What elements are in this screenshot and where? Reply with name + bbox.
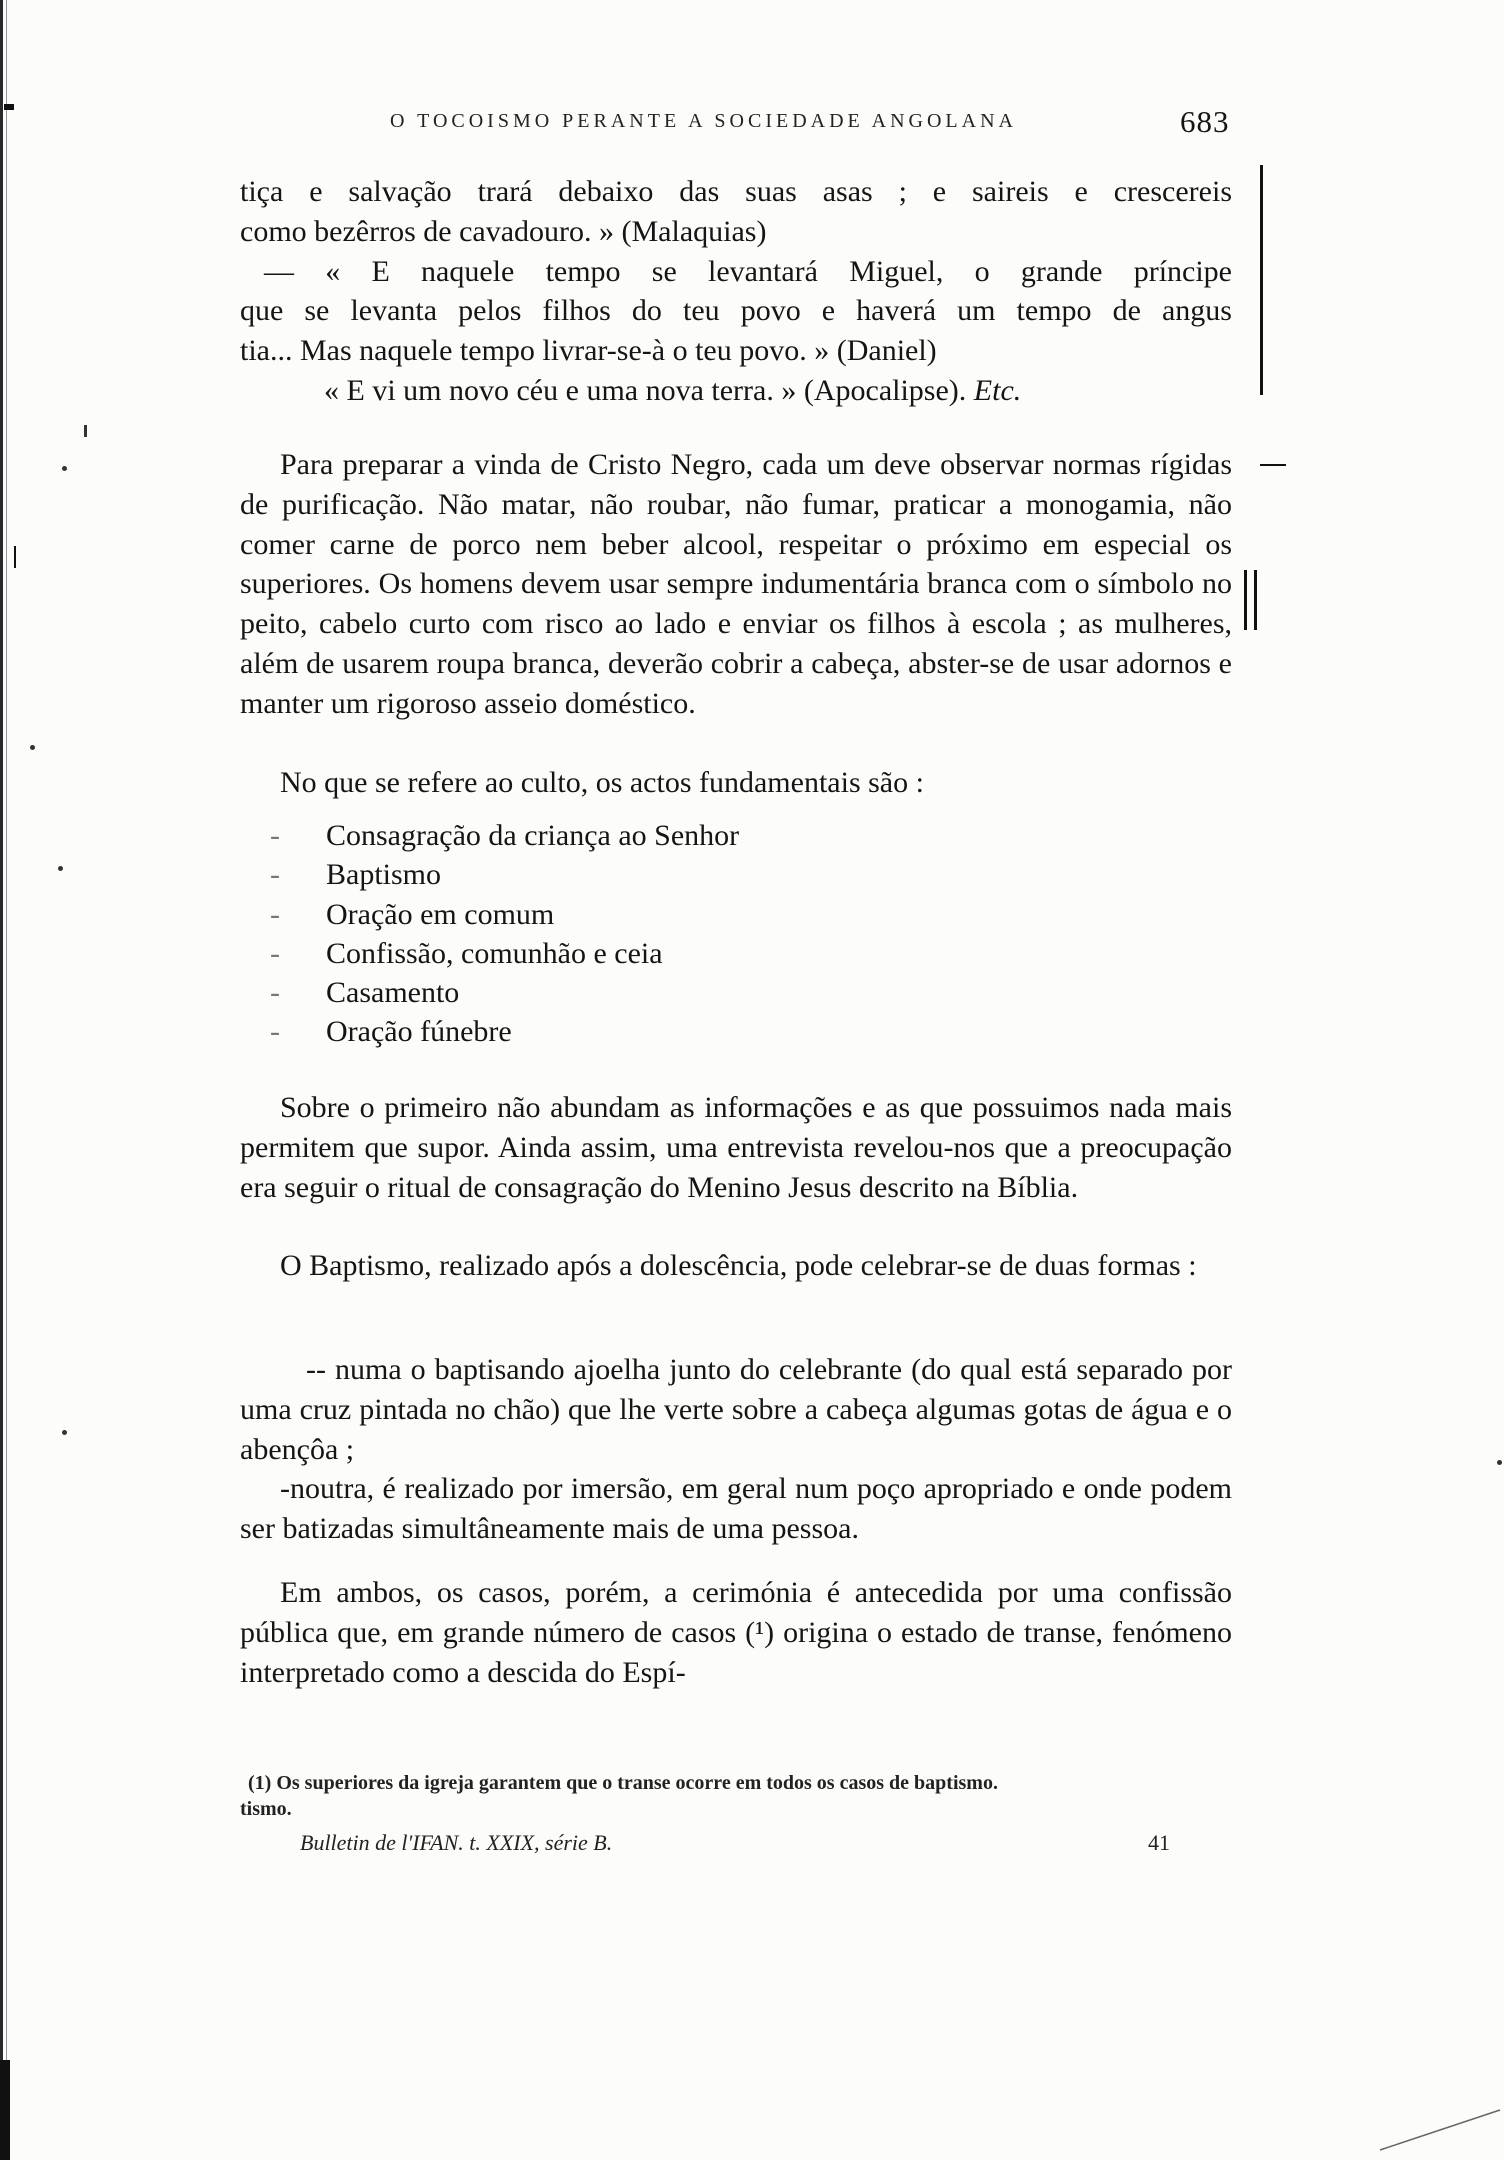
list-item-label: Oração em comum xyxy=(326,897,555,931)
margin-dash-mark xyxy=(1260,464,1286,466)
etc-text: Etc. xyxy=(973,373,1022,407)
list-item xyxy=(270,816,739,855)
acts-list xyxy=(270,816,739,1052)
journal-reference: Bulletin de l'IFAN. t. XXIX, série B. xyxy=(300,1830,613,1855)
list-dash: - xyxy=(270,858,280,892)
footnote xyxy=(240,1770,1232,1822)
paragraph-cult-intro: No que se refere ao culto, os actos fundamentais são : xyxy=(280,766,924,799)
list-dash: - xyxy=(270,976,280,1010)
quote-block xyxy=(240,172,1232,411)
scan-speck xyxy=(84,425,87,437)
quote-line: como bezêrros de cavadouro. » (Malaquias) xyxy=(240,214,767,248)
scan-artifact-mark xyxy=(14,546,16,568)
margin-line-mark xyxy=(1260,165,1263,395)
scan-speck xyxy=(30,745,35,750)
scan-speck xyxy=(58,866,63,871)
list-dash: - xyxy=(270,936,280,970)
list-item xyxy=(270,895,739,934)
page-number: 683 xyxy=(1180,104,1230,139)
list-dash: - xyxy=(270,897,280,931)
paragraph-first-act: Sobre o primeiro não abundam as informações e as que possuimos nada mais permitem que supor. Ainda assim, uma entrevista revelou-nos que a preocupação era seguir o ritual de consagração do Menino Jesus descrito na Bíblia. xyxy=(240,1091,1232,1204)
footnote-text: Os superiores da igreja garantem que o transe ocorre em todos os casos de baptismo. xyxy=(276,1772,998,1794)
footnote-line xyxy=(240,1770,1232,1796)
footnote-continuation: tismo. xyxy=(240,1798,292,1820)
list-item xyxy=(270,855,739,894)
quote-line: tiça e salvação trará debaixo das suas asas ; e saireis e crescereis xyxy=(240,175,1232,208)
sheet-number: 41 xyxy=(1148,1830,1170,1855)
paragraph-purification: Para preparar a vinda de Cristo Negro, cada um deve observar normas rígidas de purificação. Não matar, não roubar, não fumar, praticar a monogamia, não comer carne de porco nem beber alcool, respeitar o próximo em especial os superiores. Os homens devem usar sempre indumentária branca com o símbolo no peito, cabelo curto com risco ao lado e enviar os filhos à escola ; as mulheres, além de usarem roupa branca, deverão cobrir a cabeça, abster-se de usar adornos e manter um rigoroso asseio doméstico. xyxy=(240,448,1232,720)
quote-line-last xyxy=(240,371,1232,411)
list-item-label: Consagração da criança ao Senhor xyxy=(326,819,740,852)
margin-bracket-mark xyxy=(1254,570,1257,630)
scan-speck xyxy=(1497,1460,1502,1465)
list-dash: - xyxy=(270,1015,280,1049)
quote-line: — « E naquele tempo se levantará Miguel, o grande príncipe xyxy=(264,254,1232,288)
footnote-marker: (1) xyxy=(248,1772,272,1794)
list-item-label: Oração fúnebre xyxy=(326,1015,512,1049)
list-item-label: Baptismo xyxy=(326,858,442,892)
scan-speck xyxy=(62,466,67,471)
baptism-form-one: -- numa o baptisando ajoelha junto do celebrante (do qual está separado por uma cruz pintada no chão) que lhe verte sobre a cabeça algumas gotas de água e o abençôa ; xyxy=(240,1353,1232,1466)
scan-speck xyxy=(62,1430,67,1435)
running-title: O TOCOISMO PERANTE A SOCIEDADE ANGOLANA xyxy=(390,110,1017,132)
quote-line: « E vi um novo céu e uma nova terra. » (Apocalipse). xyxy=(324,373,974,407)
baptism-form-two: -noutra, é realizado por imersão, em geral num poço apropriado e onde podem ser batizadas simultâneamente mais de uma pessoa. xyxy=(240,1472,1232,1545)
list-item xyxy=(270,1012,739,1051)
list-item xyxy=(270,973,739,1012)
margin-bracket-mark xyxy=(1244,570,1247,630)
quote-line: tia... Mas naquele tempo livrar-se-à o teu povo. » (Daniel) xyxy=(240,334,937,368)
list-item-label: Confissão, comunhão e ceia xyxy=(326,936,663,970)
quote-line: que se levanta pelos filhos do teu povo e haverá um tempo de angus xyxy=(240,294,1232,328)
list-dash: - xyxy=(270,819,280,852)
list-item xyxy=(270,934,739,973)
paragraph-both-cases: Em ambos, os casos, porém, a cerimónia é antecedida por uma confissão pública que, em grande número de casos (¹) origina o estado de transe, fenómeno interpretado como a descida do Espí- xyxy=(240,1576,1232,1689)
list-item-label: Casamento xyxy=(326,976,460,1010)
paragraph-baptism: O Baptismo, realizado após a dolescência, pode celebrar-se de duas formas : xyxy=(280,1249,1197,1282)
